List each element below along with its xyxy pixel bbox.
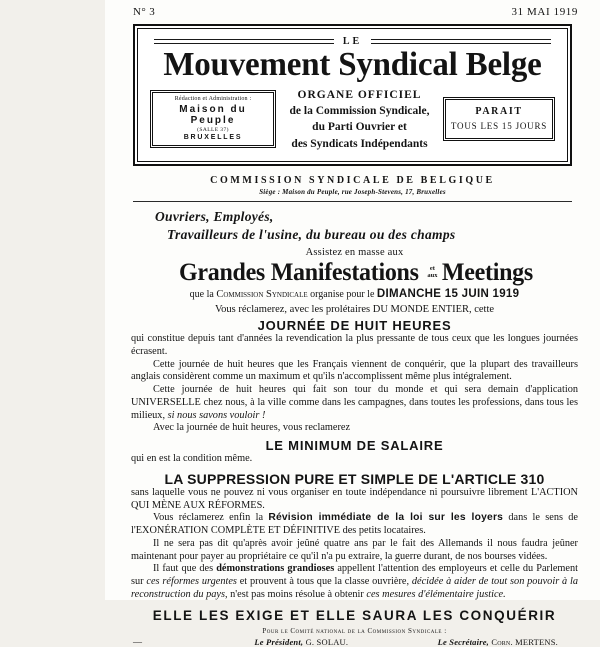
event-date: DIMANCHE 15 JUIN 1919: [376, 287, 520, 300]
organe-line-2: de la Commission Syndicale,: [289, 105, 430, 117]
appeal-line-1: Ouvriers, Employés,: [155, 208, 274, 224]
masthead-inner-frame: [137, 28, 568, 162]
organise-line: [131, 288, 578, 300]
signature-row: [131, 637, 578, 647]
address-city: BRUXELLES: [183, 134, 243, 142]
paragraph-3-emphasis: si nous savons vouloir !: [167, 409, 266, 421]
paragraph-3-text: Cette journée de huit heures qui fait son tour du monde et qui sera demain d'application UNIVERSELLE chez nous, à la ville comme dans les campagnes, dans toutes les professions, dans tous les milieux,: [131, 384, 578, 421]
paragraph-8: Il ne sera pas dit qu'après avoir jeûné quatre ans par le fait des Allemands il nous faudra jeûner maintenant pour payer au propriétaire ce qu'il n'a pu extraire, la guerre durant, de nos bourses vidées.: [131, 537, 578, 562]
paragraph-9-emphasis-3: ces mesures d'élémentaire justice.: [366, 589, 506, 600]
masthead-info-row: [150, 87, 555, 152]
signature-dash: —: [133, 636, 142, 647]
paragraph-9-emphasis-2: décidée à aider de tout son pouvoir à la reconstruction du pays: [131, 576, 579, 600]
headline-manifestations: Grandes Manifestations: [178, 258, 419, 286]
committee-line: Pour le Comité national de la Commission Syndicale :: [262, 626, 447, 635]
headline-meetings: Meetings: [442, 258, 534, 286]
organise-commission: Commission Syndicale: [216, 288, 308, 300]
president-signature: [254, 637, 348, 647]
le-rule-right: [371, 39, 551, 44]
secretary-name: Corn. MERTENS.: [491, 636, 558, 647]
address-room: (SALLE 37): [197, 127, 229, 134]
parait-frequency: TOUS LES 15 JOURS: [450, 121, 548, 132]
address-label: Rédaction et Administration :: [174, 96, 252, 103]
parait-box-inner: [445, 99, 553, 139]
paper-title: Mouvement Syndical Belge: [163, 46, 542, 83]
paragraph-3: [131, 384, 578, 422]
paragraph-7-tail: dans le sens de l'EXONÉRATION COMPLÈTE ET DÉFINITIVE des petits locataires.: [131, 512, 579, 537]
commission-seat: Siège : Maison du Peuple, rue Joseph-Stevens, 17, Bruxelles: [259, 187, 446, 196]
parait-box: [443, 97, 555, 141]
organe-line-1: ORGANE OFFICIEL: [297, 88, 422, 101]
article-body: [131, 202, 578, 647]
reclamerez-line: Vous réclamerez, avec les prolétaires DU MONDE ENTIER, cette: [214, 303, 495, 315]
minimum-salaire-heading: LE MINIMUM DE SALAIRE: [265, 438, 444, 454]
address-box: [150, 90, 276, 148]
address-building: Maison du Peuple: [179, 104, 247, 127]
president-role: Le Président,: [254, 636, 304, 647]
organe-officiel-block: [276, 87, 443, 152]
paragraph-9-mid-2: et prouvent à tous que la classe ouvrière,: [236, 576, 412, 588]
headline-et: et: [429, 265, 435, 273]
paragraph-9-bold: démonstrations grandioses: [216, 563, 335, 575]
paragraph-9-lead: Il faut que des: [153, 563, 217, 575]
paragraph-6: sans laquelle vous ne pouvez ni vous organiser en toute indépendance ni poursuivre librement L'ACTION QUI MÈNE AUX RÉFORMES.: [131, 486, 578, 511]
paragraph-5: qui en est la condition même.: [131, 453, 253, 465]
paragraph-1: qui constitue depuis tant d'années la revendication la plus pressante de tous ceux que les longues journées écrasent.: [131, 332, 578, 357]
president-name: G. SOLAU.: [305, 636, 349, 647]
address-box-inner: [152, 92, 274, 146]
main-headline: [131, 259, 578, 287]
organe-line-4: des Syndicats Indépendants: [291, 137, 428, 150]
issue-number: N° 3: [133, 6, 156, 18]
paragraph-7-lead: Vous réclamerez enfin la: [153, 512, 269, 524]
paragraph-7: [131, 512, 578, 538]
paragraph-4: Avec la journée de huit heures, vous reclamerez: [153, 422, 351, 434]
le-rule-left: [154, 39, 334, 44]
secretary-signature: [438, 637, 558, 647]
organe-line-3: du Parti Ouvrier et: [312, 121, 407, 134]
final-slogan: ELLE LES EXIGE ET ELLE SAURA LES CONQUÉRIR: [152, 607, 557, 623]
issue-date: 31 MAI 1919: [511, 6, 578, 18]
paragraph-9-mid-3: , n'est pas moins résolue à obtenir: [225, 589, 367, 600]
secretary-role: Le Secrétaire,: [437, 636, 489, 647]
journee-heading: JOURNÉE DE HUIT HEURES: [257, 317, 452, 333]
organise-mid: organise pour le: [307, 288, 377, 300]
organise-prefix: que la: [189, 288, 217, 300]
appeal-line-2: Travailleurs de l'usine, du bureau ou des champs: [167, 226, 456, 242]
paragraph-2: Cette journée de huit heures que les Français viennent de conquérir, que la plupart des travailleurs anglais considèrent comme un maximum et qu'ils n'accomplissent même plus intégralement.: [131, 358, 578, 383]
paragraph-9-emphasis-1: ces réformes urgentes: [146, 576, 237, 588]
paragraph-9: [131, 563, 578, 601]
commission-title: COMMISSION SYNDICALE DE BELGIQUE: [210, 174, 495, 186]
newspaper-page: [105, 0, 600, 647]
parait-label: PARAIT: [475, 106, 523, 118]
assistez-line: Assistez en masse aux: [305, 246, 404, 258]
issue-line: [133, 4, 578, 23]
paragraph-9-mid-1: appellent l'attention des employeurs et celle du Parlement sur: [131, 563, 578, 588]
masthead: [133, 24, 572, 166]
article-310-heading: LA SUPPRESSION PURE ET SIMPLE DE L'ARTICLE 310: [164, 470, 545, 487]
le-word: LE: [342, 36, 363, 47]
paragraph-7-bold: Révision immédiate de la loi sur les loyers: [268, 512, 504, 524]
commission-banner: [133, 175, 572, 196]
headline-aux: aux: [427, 271, 438, 279]
headline-et-aux: [427, 266, 437, 280]
